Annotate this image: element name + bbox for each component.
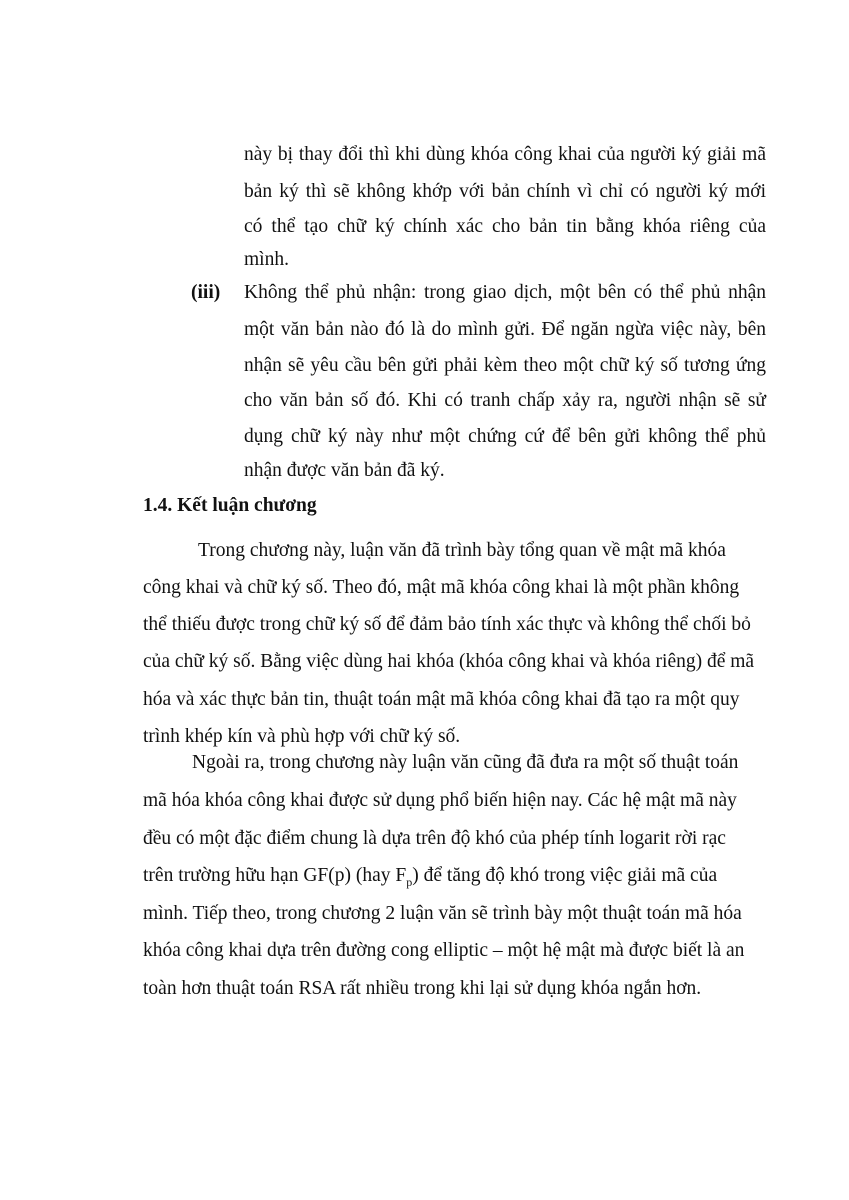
paragraph-line (244, 250, 289, 270)
paragraph-line (244, 145, 766, 165)
paragraph-line (143, 865, 718, 889)
paragraph-line (244, 217, 766, 237)
justified-text: có thể tạo chữ ký chính xác cho bản tin bằng khóa riêng của (244, 216, 766, 237)
justified-text: đều có một đặc điểm chung là dựa trên độ khó của phép tính logarit rời rạc (143, 828, 726, 849)
paragraph-line (244, 182, 766, 202)
paragraph-line (143, 614, 751, 635)
paragraph-line (143, 651, 755, 672)
justified-text: Trong chương này, luận văn đã trình bày tổng quan về mật mã khóa (198, 540, 726, 561)
list-marker-iii: (iii) (191, 282, 221, 303)
justified-text: một văn bản nào đó là do mình gửi. Để ngăn ngừa việc này, bên (244, 319, 766, 340)
paragraph-line (143, 940, 745, 961)
justified-text: bản ký thì sẽ không khớp với bản chính vì chỉ có người ký mới (244, 181, 766, 202)
justified-text: mã hóa khóa công khai được sử dụng phổ biến hiện nay. Các hệ mật mã này (143, 790, 737, 811)
justified-text: của chữ ký số. Bằng việc dùng hai khóa (khóa công khai và khóa riêng) để mã (143, 651, 755, 672)
section-heading: 1.4. Kết luận chương (143, 495, 317, 516)
paragraph-line (244, 320, 766, 340)
justified-text: nhận được văn bản đã ký. (244, 460, 445, 481)
paragraph-line (143, 903, 742, 924)
paragraph-line (143, 689, 740, 710)
paragraph-line (143, 828, 726, 849)
text-after-subscript: ) để tăng độ khó trong việc giải mã của (412, 865, 718, 886)
text-before-subscript: trên trường hữu hạn GF(p) (hay F (143, 865, 407, 886)
paragraph-line (143, 577, 740, 598)
justified-text: mình. (244, 249, 289, 270)
justified-text: thể thiếu được trong chữ ký số để đảm bảo tính xác thực và không thể chối bỏ (143, 614, 751, 635)
paragraph-line (244, 356, 766, 376)
justified-text: dụng chữ ký này như một chứng cứ để bên gửi không thể phủ (244, 426, 766, 447)
paragraph-line (244, 283, 766, 303)
justified-text: Không thể phủ nhận: trong giao dịch, một bên có thể phủ nhận (244, 282, 766, 303)
subscript-p: p (406, 874, 413, 889)
paragraph-line (244, 461, 445, 481)
justified-text: nhận sẽ yêu cầu bên gửi phải kèm theo một chữ ký số tương ứng (244, 355, 766, 376)
justified-text: công khai và chữ ký số. Theo đó, mật mã khóa công khai là một phần không (143, 577, 740, 598)
paragraph-line (143, 727, 460, 747)
justified-text: này bị thay đổi thì khi dùng khóa công khai của người ký giải mã (244, 144, 766, 165)
paragraph-line (244, 427, 766, 447)
justified-text: mình. Tiếp theo, trong chương 2 luận văn sẽ trình bày một thuật toán mã hóa (143, 903, 742, 924)
paragraph-line (198, 540, 726, 561)
paragraph-line (244, 391, 766, 411)
justified-text: hóa và xác thực bản tin, thuật toán mật mã khóa công khai đã tạo ra một quy (143, 689, 740, 710)
justified-text: khóa công khai dựa trên đường cong elliptic – một hệ mật mà được biết là an (143, 940, 745, 961)
paragraph-line (143, 790, 737, 811)
paragraph-line: toàn hơn thuật toán RSA rất nhiều trong khi lại sử dụng khóa ngắn hơn. (143, 978, 702, 999)
justified-text: cho văn bản số đó. Khi có tranh chấp xảy ra, người nhận sẽ sử (244, 390, 766, 411)
paragraph-line: Ngoài ra, trong chương này luận văn cũng đã đưa ra một số thuật toán (192, 752, 739, 773)
justified-text (143, 866, 717, 888)
justified-text: trình khép kín và phù hợp với chữ ký số. (143, 726, 461, 747)
